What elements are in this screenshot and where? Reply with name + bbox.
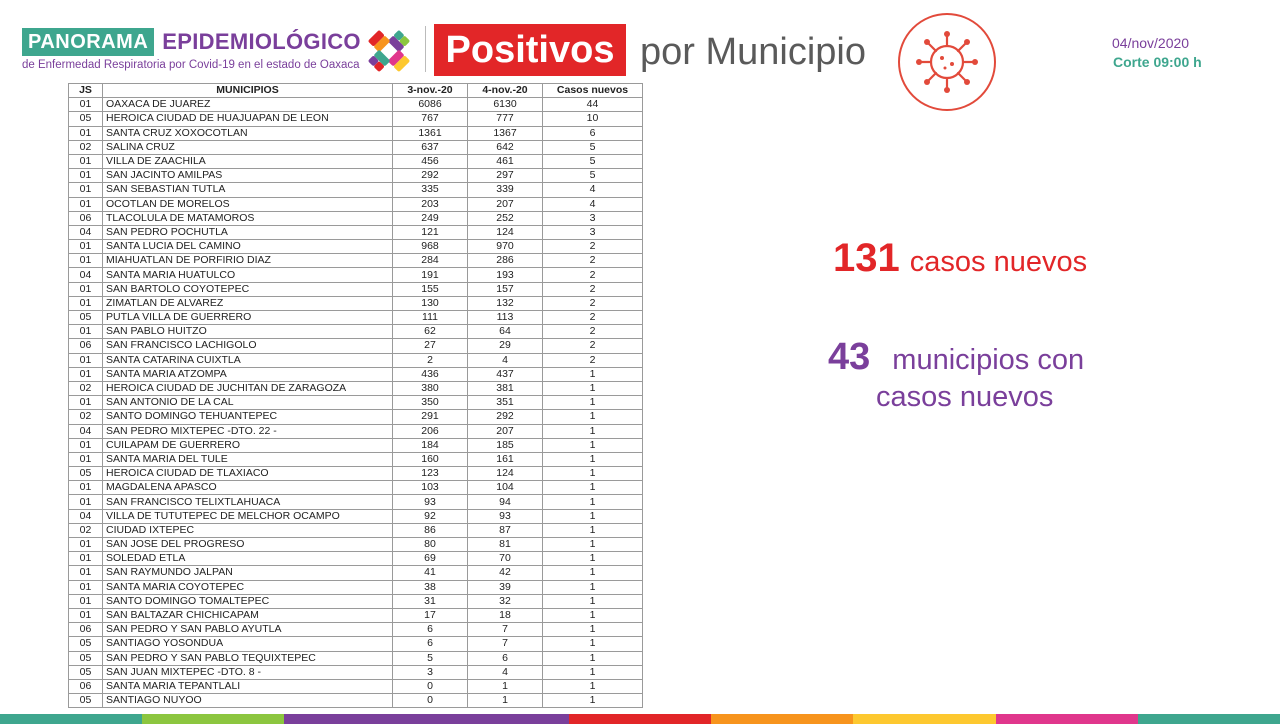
municipios-stat: [828, 336, 1084, 414]
cell-municipio: SAN BALTAZAR CHICHICAPAM: [103, 608, 393, 622]
municipios-table: [68, 83, 643, 708]
brand-title: [22, 27, 361, 57]
cell-4-nov: 777: [468, 112, 543, 126]
table-row: [69, 154, 643, 168]
cell-3-nov: 41: [393, 566, 468, 580]
cell-4-nov: 7: [468, 623, 543, 637]
cell-3-nov: 767: [393, 112, 468, 126]
title-positivos: Positivos: [434, 24, 626, 76]
cell-js: 01: [69, 594, 103, 608]
cell-casos-nuevos: 1: [543, 509, 643, 523]
cell-4-nov: 185: [468, 438, 543, 452]
table-row: [69, 410, 643, 424]
cell-4-nov: 6: [468, 651, 543, 665]
table-row: [69, 679, 643, 693]
cell-js: 06: [69, 339, 103, 353]
cell-casos-nuevos: 4: [543, 183, 643, 197]
cell-3-nov: 111: [393, 311, 468, 325]
footer-stripe: [284, 714, 426, 724]
cell-casos-nuevos: 1: [543, 623, 643, 637]
cell-4-nov: 132: [468, 296, 543, 310]
cell-js: 05: [69, 637, 103, 651]
cell-casos-nuevos: 1: [543, 608, 643, 622]
cell-js: 01: [69, 396, 103, 410]
cell-casos-nuevos: 10: [543, 112, 643, 126]
cell-js: 02: [69, 523, 103, 537]
table-row: [69, 126, 643, 140]
cell-3-nov: 2: [393, 353, 468, 367]
cell-4-nov: 286: [468, 254, 543, 268]
cell-4-nov: 437: [468, 367, 543, 381]
cell-js: 02: [69, 140, 103, 154]
cell-3-nov: 92: [393, 509, 468, 523]
cell-casos-nuevos: 1: [543, 467, 643, 481]
table-row: [69, 268, 643, 282]
cell-js: 01: [69, 197, 103, 211]
cell-3-nov: 380: [393, 381, 468, 395]
cell-3-nov: 1361: [393, 126, 468, 140]
cell-municipio: OCOTLAN DE MORELOS: [103, 197, 393, 211]
cell-municipio: CIUDAD IXTEPEC: [103, 523, 393, 537]
report-date: 04/nov/2020: [1112, 35, 1190, 51]
cell-4-nov: 642: [468, 140, 543, 154]
cell-4-nov: 18: [468, 608, 543, 622]
cell-js: 04: [69, 268, 103, 282]
table-row: [69, 169, 643, 183]
cell-municipio: SAN JOSE DEL PROGRESO: [103, 538, 393, 552]
municipios-number: 43: [828, 336, 871, 378]
coronavirus-icon: [897, 12, 997, 112]
footer-stripe: [569, 714, 711, 724]
table-row: [69, 112, 643, 126]
cell-casos-nuevos: 6: [543, 126, 643, 140]
cell-4-nov: 4: [468, 353, 543, 367]
table-row: [69, 637, 643, 651]
cell-js: 01: [69, 495, 103, 509]
cell-casos-nuevos: 1: [543, 410, 643, 424]
table-row: [69, 140, 643, 154]
footer-stripe: [853, 714, 995, 724]
cell-casos-nuevos: 1: [543, 481, 643, 495]
cell-casos-nuevos: 2: [543, 325, 643, 339]
cell-casos-nuevos: 1: [543, 452, 643, 466]
brand-subtitle: de Enfermedad Respiratoria por Covid-19 en el estado de Oaxaca: [22, 59, 360, 71]
cell-js: 04: [69, 509, 103, 523]
table-row: [69, 339, 643, 353]
table-row: [69, 381, 643, 395]
footer-stripe: [0, 714, 142, 724]
table-row: [69, 665, 643, 679]
footer-stripe: [996, 714, 1138, 724]
cell-3-nov: 69: [393, 552, 468, 566]
table-row: [69, 452, 643, 466]
cell-casos-nuevos: 1: [543, 424, 643, 438]
cell-municipio: SANTO DOMINGO TOMALTEPEC: [103, 594, 393, 608]
cell-municipio: SAN FRANCISCO LACHIGOLO: [103, 339, 393, 353]
header-divider: [425, 26, 426, 72]
cell-js: 01: [69, 282, 103, 296]
cell-municipio: SAN PEDRO Y SAN PABLO TEQUIXTEPEC: [103, 651, 393, 665]
cell-3-nov: 31: [393, 594, 468, 608]
cell-municipio: VILLA DE ZAACHILA: [103, 154, 393, 168]
table-row: [69, 594, 643, 608]
table-row: [69, 367, 643, 381]
table-row: [69, 254, 643, 268]
cell-js: 01: [69, 438, 103, 452]
cell-4-nov: 7: [468, 637, 543, 651]
cell-casos-nuevos: 1: [543, 381, 643, 395]
cell-municipio: SAN FRANCISCO TELIXTLAHUACA: [103, 495, 393, 509]
cell-casos-nuevos: 1: [543, 438, 643, 452]
cell-4-nov: 1: [468, 679, 543, 693]
cell-3-nov: 130: [393, 296, 468, 310]
cell-casos-nuevos: 2: [543, 311, 643, 325]
header-casos-nuevos: Casos nuevos: [543, 84, 643, 98]
cell-js: 01: [69, 481, 103, 495]
cell-4-nov: 94: [468, 495, 543, 509]
cell-4-nov: 252: [468, 211, 543, 225]
cell-municipio: SAN JACINTO AMILPAS: [103, 169, 393, 183]
cell-4-nov: 29: [468, 339, 543, 353]
table-row: [69, 240, 643, 254]
cell-municipio: HEROICA CIUDAD DE HUAJUAPAN DE LEON: [103, 112, 393, 126]
cell-municipio: SANTA CATARINA CUIXTLA: [103, 353, 393, 367]
cell-js: 01: [69, 240, 103, 254]
cell-municipio: TLACOLULA DE MATAMOROS: [103, 211, 393, 225]
cell-js: 01: [69, 254, 103, 268]
new-cases-label: casos nuevos: [909, 246, 1088, 278]
table-row: [69, 481, 643, 495]
cell-casos-nuevos: 2: [543, 339, 643, 353]
cell-casos-nuevos: 1: [543, 651, 643, 665]
cell-js: 01: [69, 98, 103, 112]
cell-municipio: OAXACA DE JUAREZ: [103, 98, 393, 112]
header-3-nov: 3-nov.-20: [393, 84, 468, 98]
cell-3-nov: 62: [393, 325, 468, 339]
cell-municipio: HEROICA CIUDAD DE TLAXIACO: [103, 467, 393, 481]
header: [0, 0, 1280, 82]
cell-js: 01: [69, 126, 103, 140]
cell-municipio: CUILAPAM DE GUERRERO: [103, 438, 393, 452]
title-por-municipio: por Municipio: [640, 31, 866, 73]
cell-3-nov: 17: [393, 608, 468, 622]
table-row: [69, 495, 643, 509]
cell-4-nov: 81: [468, 538, 543, 552]
cell-4-nov: 161: [468, 452, 543, 466]
cell-js: 01: [69, 296, 103, 310]
cell-js: 05: [69, 651, 103, 665]
cell-3-nov: 292: [393, 169, 468, 183]
table-row: [69, 325, 643, 339]
header-js: JS: [69, 84, 103, 98]
table-row: [69, 98, 643, 112]
cell-3-nov: 27: [393, 339, 468, 353]
table-row: [69, 424, 643, 438]
cell-municipio: SANTA MARIA TEPANTLALI: [103, 679, 393, 693]
cell-js: 01: [69, 608, 103, 622]
cell-3-nov: 80: [393, 538, 468, 552]
header-4-nov: 4-nov.-20: [468, 84, 543, 98]
cell-casos-nuevos: 2: [543, 353, 643, 367]
cell-3-nov: 456: [393, 154, 468, 168]
cell-js: 01: [69, 538, 103, 552]
cell-municipio: SOLEDAD ETLA: [103, 552, 393, 566]
cell-3-nov: 121: [393, 225, 468, 239]
cell-municipio: SANTA MARIA DEL TULE: [103, 452, 393, 466]
cell-municipio: SANTA MARIA ATZOMPA: [103, 367, 393, 381]
cell-4-nov: 42: [468, 566, 543, 580]
cell-municipio: HEROICA CIUDAD DE JUCHITAN DE ZARAGOZA: [103, 381, 393, 395]
table-row: [69, 467, 643, 481]
cell-4-nov: 104: [468, 481, 543, 495]
cell-3-nov: 38: [393, 580, 468, 594]
cell-4-nov: 292: [468, 410, 543, 424]
cell-casos-nuevos: 1: [543, 367, 643, 381]
cell-casos-nuevos: 1: [543, 580, 643, 594]
cell-js: 04: [69, 424, 103, 438]
cell-municipio: SANTO DOMINGO TEHUANTEPEC: [103, 410, 393, 424]
cell-js: 01: [69, 580, 103, 594]
cell-js: 01: [69, 353, 103, 367]
cell-casos-nuevos: 2: [543, 254, 643, 268]
cell-4-nov: 207: [468, 197, 543, 211]
brand: [22, 27, 361, 71]
table-row: [69, 580, 643, 594]
cell-3-nov: 93: [393, 495, 468, 509]
cell-municipio: SAN RAYMUNDO JALPAN: [103, 566, 393, 580]
cell-4-nov: 113: [468, 311, 543, 325]
cell-4-nov: 1367: [468, 126, 543, 140]
cell-3-nov: 284: [393, 254, 468, 268]
cell-4-nov: 157: [468, 282, 543, 296]
cell-4-nov: 124: [468, 225, 543, 239]
municipios-label: municipios con: [892, 344, 1085, 376]
cell-3-nov: 155: [393, 282, 468, 296]
cell-municipio: SAN SEBASTIAN TUTLA: [103, 183, 393, 197]
cell-casos-nuevos: 1: [543, 552, 643, 566]
cell-js: 04: [69, 225, 103, 239]
cell-3-nov: 436: [393, 367, 468, 381]
cell-3-nov: 160: [393, 452, 468, 466]
cell-4-nov: 39: [468, 580, 543, 594]
cell-casos-nuevos: 2: [543, 240, 643, 254]
cell-js: 01: [69, 169, 103, 183]
cell-municipio: SAN PABLO HUITZO: [103, 325, 393, 339]
cell-municipio: SAN PEDRO Y SAN PABLO AYUTLA: [103, 623, 393, 637]
cell-3-nov: 123: [393, 467, 468, 481]
cell-casos-nuevos: 2: [543, 282, 643, 296]
cell-3-nov: 86: [393, 523, 468, 537]
cell-js: 01: [69, 325, 103, 339]
new-cases-number: 131: [833, 236, 900, 280]
footer-stripe: [711, 714, 853, 724]
table-row: [69, 552, 643, 566]
table-row: [69, 197, 643, 211]
cell-municipio: SANTA MARIA HUATULCO: [103, 268, 393, 282]
cell-js: 02: [69, 410, 103, 424]
cell-js: 01: [69, 552, 103, 566]
table-row: [69, 608, 643, 622]
table-row: [69, 509, 643, 523]
table-row: [69, 694, 643, 708]
cell-js: 01: [69, 183, 103, 197]
cell-4-nov: 124: [468, 467, 543, 481]
cell-js: 05: [69, 112, 103, 126]
cell-municipio: SAN JUAN MIXTEPEC -DTO. 8 -: [103, 665, 393, 679]
cell-casos-nuevos: 3: [543, 225, 643, 239]
cell-3-nov: 206: [393, 424, 468, 438]
cell-municipio: SALINA CRUZ: [103, 140, 393, 154]
table-row: [69, 353, 643, 367]
cell-municipio: SAN ANTONIO DE LA CAL: [103, 396, 393, 410]
header-municipios: MUNICIPIOS: [103, 84, 393, 98]
cell-3-nov: 184: [393, 438, 468, 452]
cell-js: 01: [69, 566, 103, 580]
table-row: [69, 282, 643, 296]
cell-municipio: MIAHUATLAN DE PORFIRIO DIAZ: [103, 254, 393, 268]
cell-js: 05: [69, 665, 103, 679]
cell-4-nov: 351: [468, 396, 543, 410]
cell-4-nov: 93: [468, 509, 543, 523]
cell-4-nov: 970: [468, 240, 543, 254]
cell-3-nov: 291: [393, 410, 468, 424]
cell-casos-nuevos: 44: [543, 98, 643, 112]
cell-casos-nuevos: 1: [543, 694, 643, 708]
cell-js: 05: [69, 311, 103, 325]
cell-casos-nuevos: 3: [543, 211, 643, 225]
table-row: [69, 438, 643, 452]
table-row: [69, 296, 643, 310]
footer-color-bar: [0, 714, 1280, 724]
cell-municipio: PUTLA VILLA DE GUERRERO: [103, 311, 393, 325]
cell-casos-nuevos: 1: [543, 594, 643, 608]
table-row: [69, 396, 643, 410]
cell-municipio: SANTIAGO NUYOO: [103, 694, 393, 708]
footer-stripe: [142, 714, 284, 724]
cell-3-nov: 6086: [393, 98, 468, 112]
table-row: [69, 566, 643, 580]
cell-4-nov: 32: [468, 594, 543, 608]
cell-3-nov: 6: [393, 637, 468, 651]
table-row: [69, 225, 643, 239]
cell-4-nov: 70: [468, 552, 543, 566]
cell-js: 01: [69, 452, 103, 466]
cell-js: 01: [69, 367, 103, 381]
brand-epidemiologico: EPIDEMIOLÓGICO: [162, 29, 361, 54]
table-row: [69, 211, 643, 225]
cell-4-nov: 461: [468, 154, 543, 168]
cell-4-nov: 207: [468, 424, 543, 438]
cell-casos-nuevos: 5: [543, 140, 643, 154]
cell-4-nov: 4: [468, 665, 543, 679]
cell-3-nov: 3: [393, 665, 468, 679]
table-row: [69, 523, 643, 537]
cell-3-nov: 203: [393, 197, 468, 211]
cell-4-nov: 381: [468, 381, 543, 395]
table-row: [69, 538, 643, 552]
cell-3-nov: 335: [393, 183, 468, 197]
cell-3-nov: 637: [393, 140, 468, 154]
cell-municipio: VILLA DE TUTUTEPEC DE MELCHOR OCAMPO: [103, 509, 393, 523]
cell-js: 05: [69, 467, 103, 481]
cell-3-nov: 968: [393, 240, 468, 254]
table-row: [69, 311, 643, 325]
municipios-label-2: casos nuevos: [876, 381, 1054, 413]
cell-js: 01: [69, 154, 103, 168]
cell-municipio: SANTA CRUZ XOXOCOTLAN: [103, 126, 393, 140]
cell-4-nov: 193: [468, 268, 543, 282]
cell-casos-nuevos: 2: [543, 296, 643, 310]
cell-js: 05: [69, 694, 103, 708]
cell-casos-nuevos: 5: [543, 154, 643, 168]
cell-4-nov: 87: [468, 523, 543, 537]
cell-casos-nuevos: 1: [543, 523, 643, 537]
cell-js: 02: [69, 381, 103, 395]
cell-casos-nuevos: 1: [543, 637, 643, 651]
cell-municipio: ZIMATLAN DE ALVAREZ: [103, 296, 393, 310]
cell-municipio: SANTIAGO YOSONDUA: [103, 637, 393, 651]
cell-casos-nuevos: 1: [543, 665, 643, 679]
cell-js: 06: [69, 211, 103, 225]
cell-municipio: SAN BARTOLO COYOTEPEC: [103, 282, 393, 296]
cell-casos-nuevos: 4: [543, 197, 643, 211]
cell-js: 06: [69, 623, 103, 637]
cell-js: 06: [69, 679, 103, 693]
brand-panorama: PANORAMA: [22, 28, 154, 56]
oaxaca-logo-icon: [366, 28, 412, 74]
cell-casos-nuevos: 1: [543, 396, 643, 410]
cell-casos-nuevos: 2: [543, 268, 643, 282]
cell-3-nov: 0: [393, 694, 468, 708]
cell-3-nov: 350: [393, 396, 468, 410]
cell-3-nov: 103: [393, 481, 468, 495]
cell-casos-nuevos: 5: [543, 169, 643, 183]
cell-4-nov: 339: [468, 183, 543, 197]
cell-casos-nuevos: 1: [543, 679, 643, 693]
cell-4-nov: 297: [468, 169, 543, 183]
new-cases-stat: [833, 236, 1087, 281]
cell-casos-nuevos: 1: [543, 566, 643, 580]
table-header-row: [69, 84, 643, 98]
table-row: [69, 183, 643, 197]
cell-casos-nuevos: 1: [543, 538, 643, 552]
cell-4-nov: 1: [468, 694, 543, 708]
cell-3-nov: 6: [393, 623, 468, 637]
cutoff-time: Corte 09:00 h: [1113, 54, 1202, 70]
cell-municipio: SANTA MARIA COYOTEPEC: [103, 580, 393, 594]
cell-3-nov: 249: [393, 211, 468, 225]
cell-4-nov: 64: [468, 325, 543, 339]
cell-3-nov: 191: [393, 268, 468, 282]
table-row: [69, 623, 643, 637]
cell-3-nov: 5: [393, 651, 468, 665]
cell-municipio: SAN PEDRO POCHUTLA: [103, 225, 393, 239]
table-row: [69, 651, 643, 665]
cell-4-nov: 6130: [468, 98, 543, 112]
cell-municipio: SANTA LUCIA DEL CAMINO: [103, 240, 393, 254]
cell-3-nov: 0: [393, 679, 468, 693]
cell-casos-nuevos: 1: [543, 495, 643, 509]
footer-stripe: [1138, 714, 1280, 724]
footer-stripe: [427, 714, 569, 724]
cell-municipio: SAN PEDRO MIXTEPEC -DTO. 22 -: [103, 424, 393, 438]
cell-municipio: MAGDALENA APASCO: [103, 481, 393, 495]
